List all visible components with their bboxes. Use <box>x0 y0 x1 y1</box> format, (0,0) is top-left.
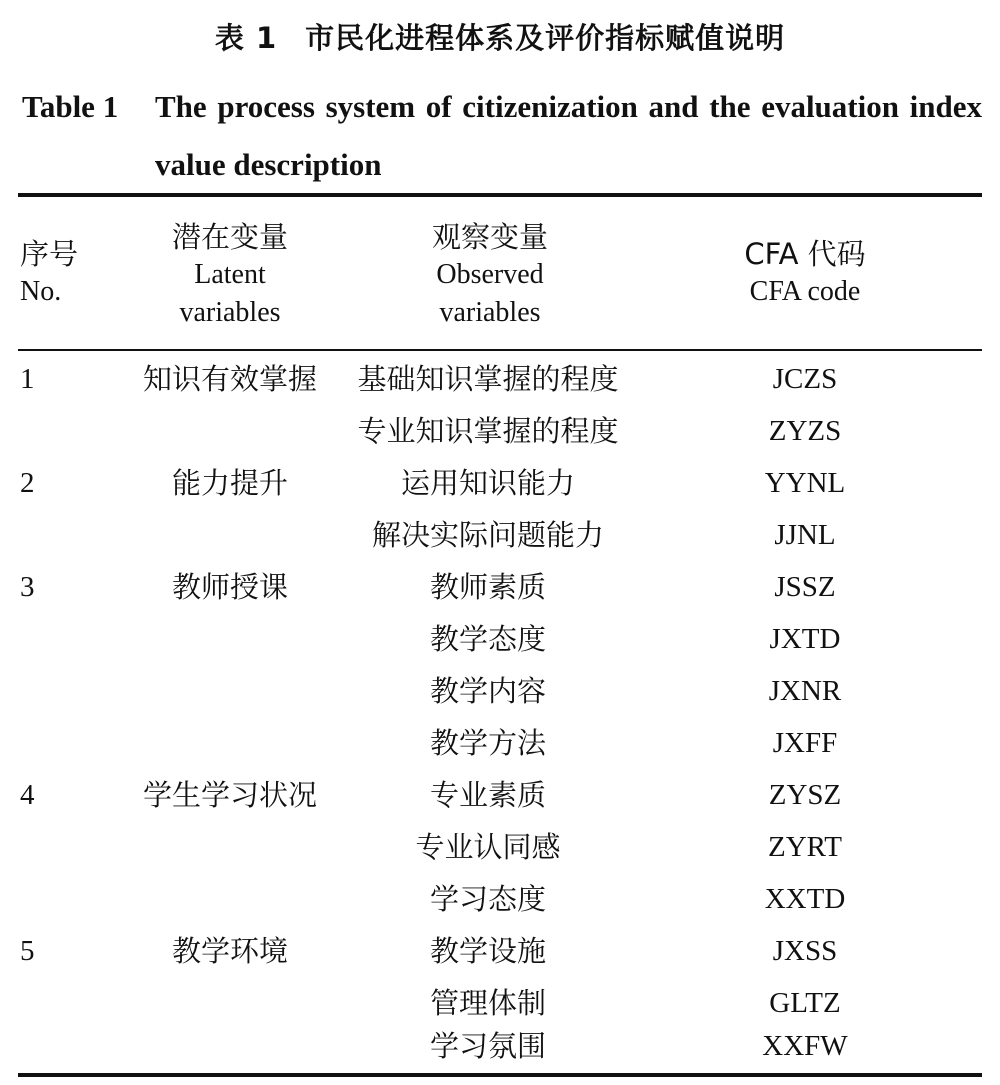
cell-observed: 教学设施 <box>429 934 546 968</box>
table-row <box>0 353 1000 405</box>
header-latent-cn: 潜在变量 <box>171 220 288 254</box>
header-observed-cn: 观察变量 <box>431 220 548 254</box>
header-latent <box>120 218 340 332</box>
cell-code: XXTD <box>764 883 846 915</box>
header-rule <box>18 349 982 351</box>
table-row <box>0 873 1000 925</box>
header-no-cn: 序号 <box>20 237 79 271</box>
cell-observed: 教学方法 <box>429 726 546 760</box>
cell-latent: 学生学习状况 <box>142 778 317 812</box>
bottom-rule <box>18 1073 982 1077</box>
cell-code: JXNR <box>768 675 842 707</box>
table-number-cn: 表 1 <box>214 21 278 55</box>
table-row <box>0 509 1000 561</box>
table-title-en <box>22 78 982 194</box>
header-cfa <box>690 235 920 311</box>
cell-no: 3 <box>20 571 35 603</box>
cell-code: JJNL <box>774 519 836 551</box>
cell-observed: 学习氛围 <box>429 1029 546 1063</box>
cell-observed: 基础知识掌握的程度 <box>357 362 619 396</box>
cell-code: ZYSZ <box>768 779 842 811</box>
header-latent-en2: variables <box>179 297 281 328</box>
cell-code: JXFF <box>772 727 838 759</box>
table-number-en: Table 1 <box>22 89 119 124</box>
cell-code: YYNL <box>764 467 846 499</box>
table-caption-en: The process system of citizenization and the evaluation index value description <box>155 89 982 182</box>
header-observed <box>370 218 610 332</box>
cell-code: JXTD <box>769 623 841 655</box>
table-row <box>0 665 1000 717</box>
cell-code: XXFW <box>762 1030 848 1062</box>
table-row <box>0 1020 1000 1072</box>
table-title-cn <box>0 16 1000 57</box>
cell-observed: 运用知识能力 <box>400 466 575 500</box>
cell-observed: 专业认同感 <box>415 830 561 864</box>
header-observed-en1: Observed <box>436 259 544 290</box>
cell-observed: 专业知识掌握的程度 <box>357 414 619 448</box>
cell-observed: 专业素质 <box>429 778 546 812</box>
header-no-en: No. <box>20 276 62 307</box>
cell-observed: 解决实际问题能力 <box>371 518 604 552</box>
header-no <box>20 235 78 311</box>
cell-observed: 管理体制 <box>429 986 546 1020</box>
table-row <box>0 925 1000 977</box>
table-row <box>0 821 1000 873</box>
header-latent-en1: Latent <box>194 259 266 290</box>
cell-code: ZYZS <box>768 415 842 447</box>
cell-code: JXSS <box>772 935 838 967</box>
table-row <box>0 717 1000 769</box>
table-caption-cn: 市民化进程体系及评价指标赋值说明 <box>305 21 786 55</box>
table-row <box>0 613 1000 665</box>
cell-observed: 教师素质 <box>429 570 546 604</box>
cell-observed: 教学态度 <box>429 622 546 656</box>
table-row <box>0 561 1000 613</box>
cell-no: 2 <box>20 467 35 499</box>
top-rule <box>18 193 982 197</box>
cell-latent: 能力提升 <box>171 466 288 500</box>
header-cfa-cn: CFA 代码 <box>744 237 866 271</box>
cell-code: GLTZ <box>769 987 841 1019</box>
table-row <box>0 405 1000 457</box>
cell-observed: 学习态度 <box>429 882 546 916</box>
cell-latent: 知识有效掌握 <box>142 362 317 396</box>
cell-no: 4 <box>20 779 35 811</box>
header-observed-en2: variables <box>439 297 541 328</box>
cell-latent: 教学环境 <box>171 934 288 968</box>
cell-no: 1 <box>20 363 35 395</box>
cell-no: 5 <box>20 935 35 967</box>
table-row <box>0 769 1000 821</box>
cell-code: ZYRT <box>768 831 842 863</box>
header-cfa-en: CFA code <box>749 276 861 307</box>
cell-observed: 教学内容 <box>429 674 546 708</box>
cell-latent: 教师授课 <box>171 570 288 604</box>
cell-code: JSSZ <box>774 571 836 603</box>
table-row <box>0 457 1000 509</box>
cell-code: JCZS <box>772 363 838 395</box>
